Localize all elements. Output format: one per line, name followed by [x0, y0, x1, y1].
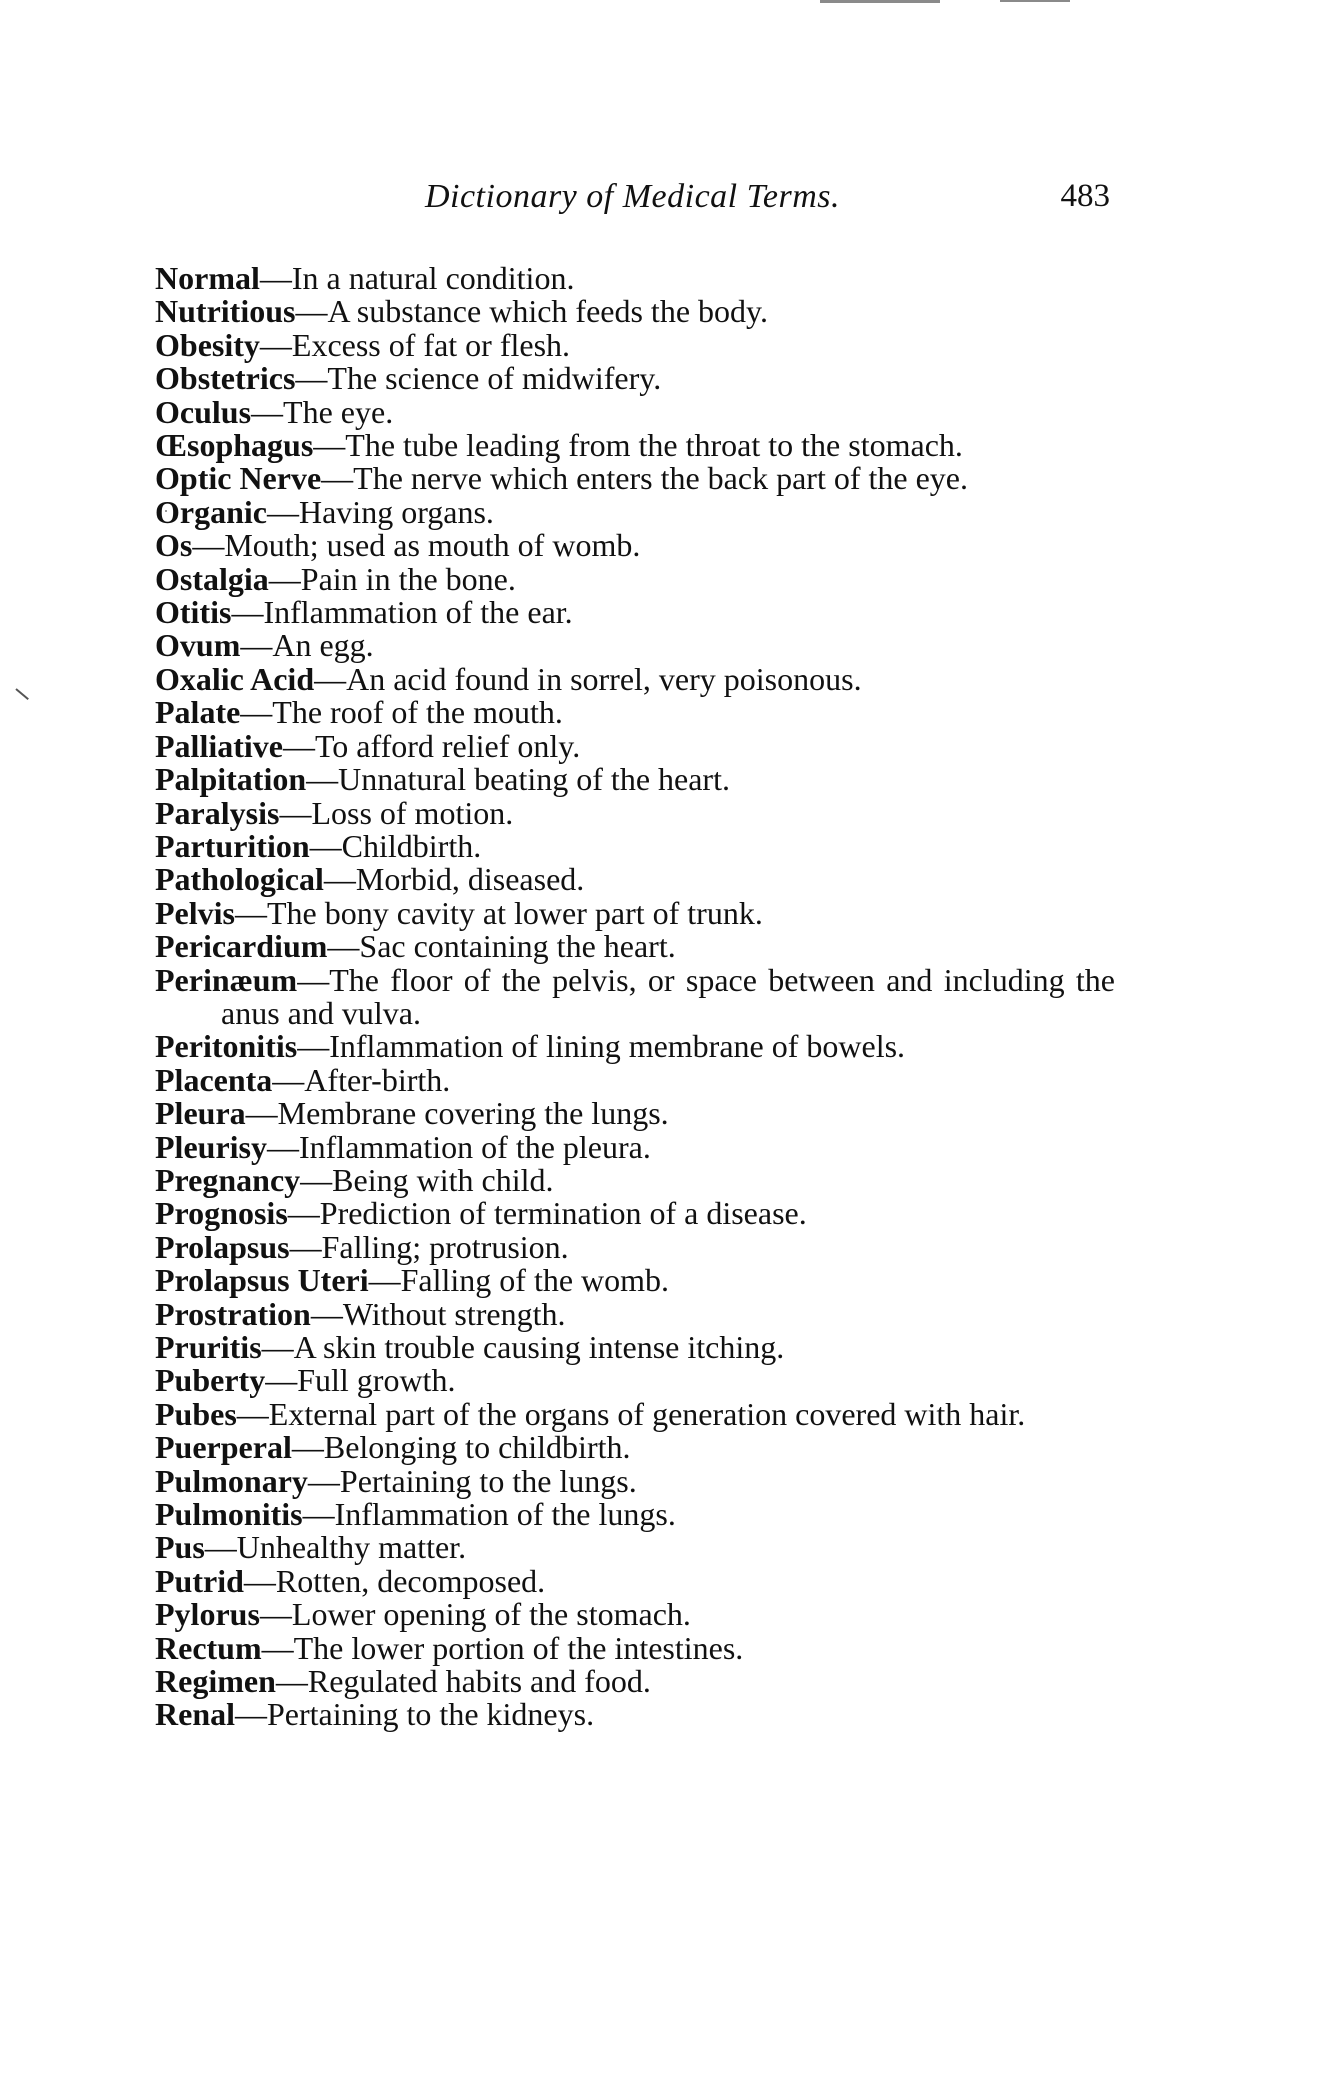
- glossary-entry: [155, 262, 1115, 295]
- entry-term: Prognosis: [155, 1195, 288, 1232]
- entry-definition: —Pertaining to the kidneys.: [235, 1696, 595, 1733]
- glossary-entry: [155, 326, 1115, 363]
- glossary-entry: [155, 1197, 1115, 1230]
- entry-definition: —Regulated habits and food.: [275, 1663, 651, 1700]
- glossary-entry: [155, 1061, 1115, 1098]
- glossary-entry: [155, 1462, 1115, 1499]
- entry-definition: —In a natural condition.: [259, 260, 575, 296]
- entry-term: Pelvis: [155, 894, 235, 931]
- entry-term: Placenta: [155, 1061, 273, 1098]
- entry-term: Paralysis: [155, 794, 280, 831]
- entry-term: Puberty: [155, 1362, 266, 1399]
- entry-definition: —Prediction of termination of a disease.: [287, 1195, 807, 1232]
- entry-term: Pulmonary: [155, 1462, 308, 1499]
- entry-term: Pleura: [155, 1095, 246, 1132]
- entry-definition: —Inflammation of the ear.: [231, 594, 573, 631]
- entry-term: Palate: [155, 694, 241, 731]
- glossary-entry: [155, 1531, 1115, 1564]
- entry-term: Nutritious: [155, 293, 296, 330]
- entry-definition: —Rotten, decomposed.: [243, 1562, 546, 1599]
- entry-definition: —The tube leading from the throat to the stomach.: [313, 427, 963, 464]
- entry-definition: —A substance which feeds the body.: [295, 293, 768, 330]
- entry-definition: —Inflammation of the lungs.: [302, 1496, 676, 1533]
- entry-definition: —The lower portion of the intestines.: [261, 1629, 744, 1666]
- entry-term: Pylorus: [155, 1596, 260, 1633]
- entry-definition: —Sac containing the heart.: [327, 928, 676, 965]
- entry-term: Normal: [155, 260, 260, 296]
- entry-definition: —The nerve which enters the back part of the eye.: [321, 460, 968, 497]
- glossary-entry: [155, 295, 1115, 328]
- entry-definition: —Lower opening of the stomach.: [259, 1596, 691, 1633]
- glossary-entry: [155, 1665, 1115, 1698]
- glossary-entry: [155, 1562, 1115, 1599]
- entry-definition: —Being with child.: [300, 1161, 554, 1198]
- glossary-entry: [155, 429, 1115, 462]
- glossary-entry: [155, 1629, 1115, 1666]
- entry-definition: —Belonging to childbirth.: [291, 1429, 631, 1466]
- entry-term: Pathological: [155, 861, 324, 898]
- entry-definition: —Unnatural beating of the heart.: [306, 761, 730, 798]
- entry-definition: —The bony cavity at lower part of trunk.: [234, 894, 763, 931]
- entry-term: Putrid: [155, 1562, 244, 1599]
- entry-definition: —Inflammation of lining membrane of bowels.: [297, 1028, 906, 1065]
- entry-term: Oxalic Acid: [155, 660, 315, 697]
- glossary-entry: [155, 629, 1115, 662]
- glossary-entry: [155, 462, 1115, 495]
- glossary-entry: [155, 1598, 1115, 1631]
- running-title: Dictionary of Medical Terms.: [424, 178, 841, 215]
- entry-term: Peritonitis: [155, 1028, 298, 1065]
- entry-definition: —Falling; protrusion.: [289, 1228, 569, 1265]
- page-number: 483: [1060, 178, 1110, 214]
- running-header: [155, 178, 1110, 228]
- entry-term: Pericardium: [155, 928, 328, 965]
- glossary-entry: [155, 1228, 1115, 1265]
- glossary-entry: [155, 894, 1115, 931]
- scan-artifact-top: [820, 0, 940, 3]
- entry-definition: —Without strength.: [310, 1295, 566, 1332]
- entry-term: Pleurisy: [155, 1128, 267, 1165]
- glossary-entry: [155, 930, 1115, 963]
- entry-definition: —Pain in the bone.: [268, 560, 516, 597]
- entry-term: Otitis: [155, 594, 232, 631]
- entry-term: Optic Nerve: [155, 460, 322, 497]
- entry-term: Regimen: [155, 1663, 276, 1700]
- entry-definition: —The science of midwifery.: [295, 360, 662, 397]
- glossary-entry: [155, 1395, 1115, 1432]
- glossary-entry: [155, 1295, 1115, 1332]
- entry-term: Pulmonitis: [155, 1496, 303, 1533]
- entry-term: Prostration: [155, 1295, 311, 1332]
- glossary-entry: [155, 1030, 1115, 1063]
- scan-artifact-margin: [15, 688, 29, 700]
- entry-definition: —Loss of motion.: [279, 794, 514, 831]
- entry-term: Pruritis: [155, 1329, 262, 1365]
- glossary-entry: [155, 1097, 1115, 1130]
- entry-definition: —Membrane covering the lungs.: [245, 1095, 669, 1132]
- entry-definition: —Childbirth.: [309, 827, 482, 864]
- entry-definition: —External part of the organs of generation covered with hair.: [236, 1395, 1026, 1432]
- glossary-entry: [155, 1431, 1115, 1464]
- glossary-entry: [155, 1331, 1115, 1364]
- glossary-entry: [155, 827, 1115, 864]
- entry-definition: —Morbid, diseased.: [323, 861, 585, 898]
- entry-definition: —A skin trouble causing intense itching.: [261, 1329, 785, 1365]
- entry-definition: —The roof of the mouth.: [240, 694, 563, 731]
- entry-term: Oculus: [155, 393, 252, 430]
- entry-definition: —Unhealthy matter.: [204, 1529, 467, 1566]
- entry-definition: —An egg.: [240, 627, 374, 664]
- glossary-entry: [155, 1161, 1115, 1198]
- glossary-entry: [155, 493, 1115, 530]
- entry-term: Pubes: [155, 1395, 237, 1432]
- glossary-entry: [155, 1698, 1115, 1731]
- entry-term: Palpitation: [155, 761, 307, 798]
- glossary-entry: [155, 1364, 1115, 1397]
- glossary-entry: [155, 393, 1115, 430]
- entry-term: Renal: [155, 1696, 235, 1733]
- entry-term: Œsophagus: [155, 427, 314, 464]
- glossary-entry: [155, 961, 1115, 1031]
- entry-definition: —The floor of the pelvis, or space between and including the anus and vulva.: [221, 961, 1115, 1031]
- glossary-entry: [155, 763, 1115, 796]
- entry-term: Palliative: [155, 727, 283, 764]
- entry-definition: —Excess of fat or flesh.: [259, 326, 571, 363]
- entry-definition: —Inflammation of the pleura.: [266, 1128, 651, 1165]
- glossary-list: [155, 262, 1115, 1732]
- entry-term: Prolapsus Uteri: [155, 1262, 369, 1299]
- glossary-entry: [155, 560, 1115, 597]
- glossary-entry: [155, 1264, 1115, 1297]
- glossary-entry: [155, 863, 1115, 896]
- entry-term: Puerperal: [155, 1429, 292, 1466]
- glossary-entry: [155, 1498, 1115, 1531]
- entry-term: Pus: [155, 1529, 205, 1566]
- glossary-entry: [155, 794, 1115, 831]
- entry-term: Ostalgia: [155, 560, 269, 597]
- entry-term: Pregnancy: [155, 1161, 301, 1198]
- entry-term: Obstetrics: [155, 360, 296, 397]
- glossary-entry: [155, 727, 1115, 764]
- glossary-entry: [155, 362, 1115, 395]
- glossary-entry: [155, 529, 1115, 562]
- entry-term: Organic: [155, 493, 267, 530]
- entry-term: Os: [155, 527, 193, 564]
- entry-definition: —Pertaining to the lungs.: [307, 1462, 637, 1499]
- glossary-entry: [155, 696, 1115, 729]
- entry-term: Obesity: [155, 326, 260, 363]
- entry-term: Perinæum: [155, 961, 298, 998]
- entry-term: Rectum: [155, 1629, 262, 1666]
- entry-definition: —Falling of the womb.: [368, 1262, 670, 1299]
- entry-definition: —Mouth; used as mouth of womb.: [192, 527, 641, 564]
- glossary-entry: [155, 596, 1115, 629]
- entry-term: Parturition: [155, 827, 310, 864]
- entry-term: Prolapsus: [155, 1228, 290, 1265]
- scan-artifact-top-right: [1000, 0, 1070, 2]
- entry-definition: —Full growth.: [265, 1362, 456, 1399]
- entry-definition: —An acid found in sorrel, very poisonous.: [314, 660, 862, 697]
- entry-definition: —After-birth.: [272, 1061, 451, 1098]
- entry-definition: —Having organs.: [266, 493, 494, 530]
- entry-definition: —To afford relief only.: [282, 727, 581, 764]
- entry-definition: —The eye.: [251, 393, 394, 430]
- glossary-entry: [155, 660, 1115, 697]
- glossary-entry: [155, 1128, 1115, 1165]
- entry-term: Ovum: [155, 627, 241, 664]
